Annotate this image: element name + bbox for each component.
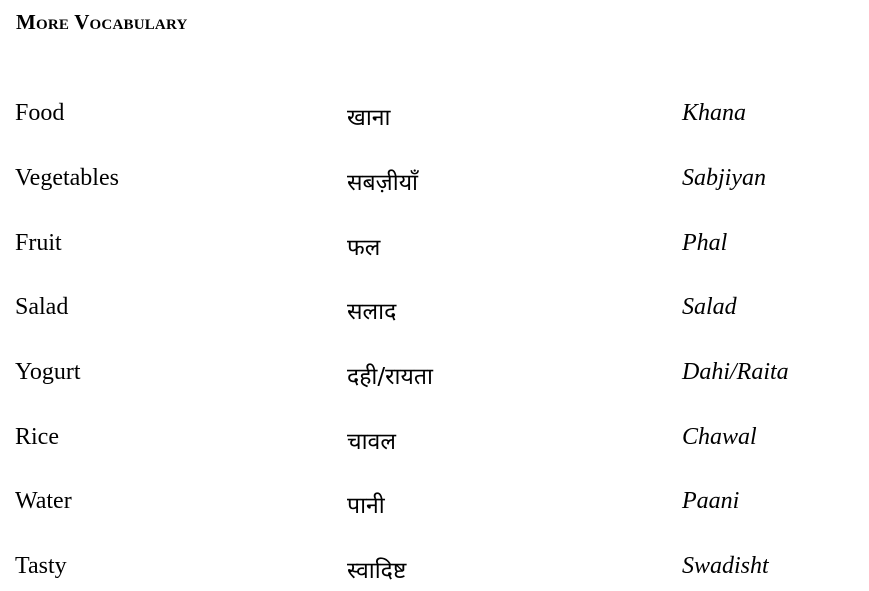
transliteration: Swadisht (682, 553, 769, 579)
english-word: Yogurt (15, 359, 81, 385)
english-word: Vegetables (15, 165, 119, 191)
english-word: Tasty (15, 553, 67, 579)
transliteration: Dahi/Raita (682, 359, 789, 385)
english-word: Salad (15, 294, 69, 320)
hindi-word: स्वादिष्ट (347, 558, 407, 584)
page-title: More Vocabulary (16, 10, 188, 34)
english-word: Water (15, 488, 72, 514)
transliteration: Sabjiyan (682, 165, 766, 191)
hindi-word: सबज़ीयाँ (347, 170, 419, 196)
vocabulary-row-vegetables (0, 163, 869, 203)
transliteration: Salad (682, 294, 737, 320)
english-word: Fruit (15, 230, 62, 256)
vocabulary-row-fruit (0, 228, 869, 268)
vocabulary-row-yogurt (0, 357, 869, 397)
transliteration: Phal (682, 230, 728, 256)
vocabulary-row-tasty (0, 551, 869, 591)
transliteration: Khana (682, 100, 747, 126)
transliteration: Paani (682, 488, 740, 514)
vocabulary-row-water (0, 486, 869, 526)
hindi-word: फल (347, 235, 381, 261)
hindi-word: खाना (347, 105, 391, 131)
english-word: Rice (15, 424, 59, 450)
hindi-word: चावल (347, 429, 396, 455)
vocabulary-row-rice (0, 422, 869, 462)
hindi-word: पानी (347, 493, 385, 519)
transliteration: Chawal (682, 424, 757, 450)
hindi-word: दही/रायता (347, 364, 433, 390)
hindi-word: सलाद (347, 299, 397, 325)
english-word: Food (15, 100, 65, 126)
vocabulary-row-food (0, 98, 869, 138)
vocabulary-row-salad (0, 292, 869, 332)
